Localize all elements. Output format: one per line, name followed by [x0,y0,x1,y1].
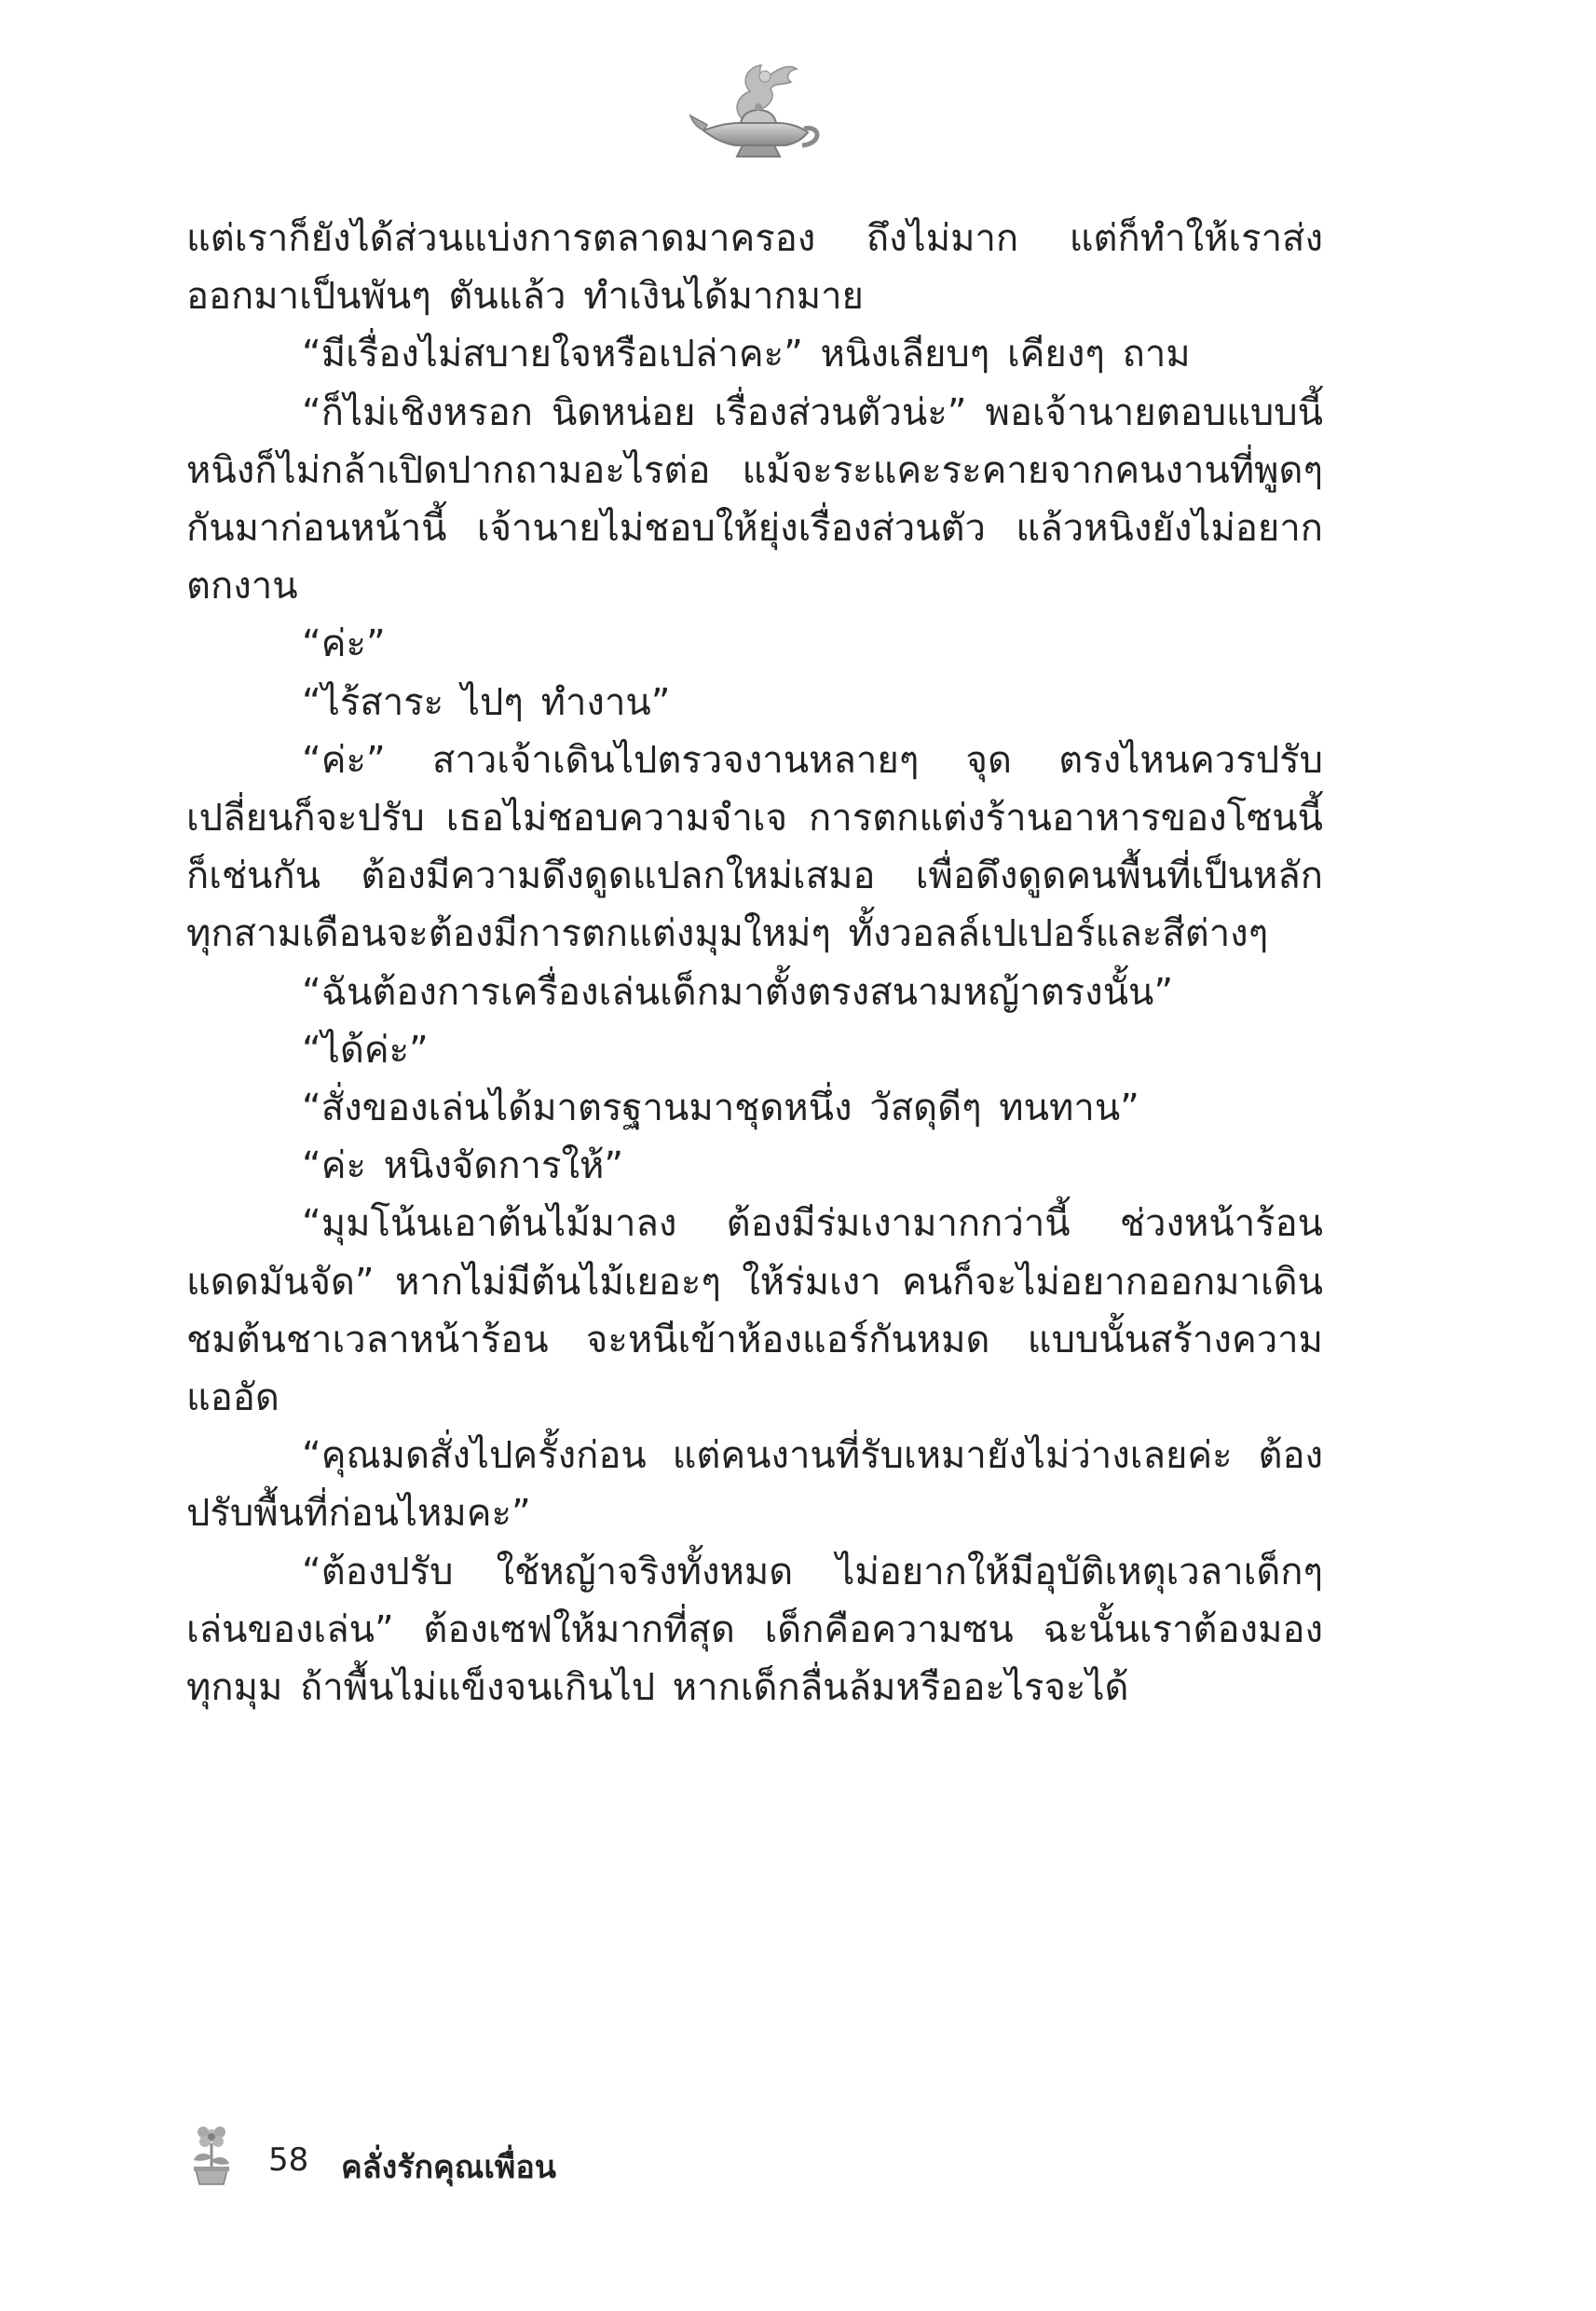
paragraph: “ได้ค่ะ” [302,1028,429,1072]
page-text [186,210,1323,1716]
flower-pot-icon [184,2123,239,2186]
paragraph: “ค่ะ หนิงจัดการให้” [302,1144,624,1188]
paragraph: “ฉันต้องการเครื่องเล่นเด็กมาตั้งตรงสนามหญ้าตรงนั้น” [302,970,1174,1014]
paragraph: “คุณมดสั่งไปครั้งก่อน แต่คนงานที่รับเหมายังไม่ว่างเลยค่ะ ต้องปรับพื้นที่ก่อนไหมคะ” [186,1434,1323,1536]
paragraph: “ไร้สาระ ไปๆ ทำงาน” [302,680,671,724]
page-number: 58 [268,2141,309,2179]
genie-lamp-icon [685,54,825,166]
paragraph: “ค่ะ” สาวเจ้าเดินไปตรวจงานหลายๆ จุด ตรงไหนควรปรับเปลี่ยนก็จะปรับ เธอไม่ชอบความจำเจ การตกแต่งร้านอาหารของโซนนี้ก็เช่นกัน ต้องมีความดึงดูดแปลกใหม่เสมอ เพื่อดึงดูดคนพื้นที่เป็นหลัก ทุกสามเดือนจะต้องมีการตกแต่งมุมใหม่ๆ ทั้งวอลล์เปเปอร์และสีต่างๆ [186,738,1323,956]
paragraph: “ก็ไม่เชิงหรอก นิดหน่อย เรื่องส่วนตัวน่ะ” พอเจ้านายตอบแบบนี้ หนิงก็ไม่กล้าเปิดปากถามอะไรต่อ แม้จะระแคะระคายจากคนงานที่พูดๆ กันมาก่อนหน้านี้ เจ้านายไม่ชอบให้ยุ่งเรื่องส่วนตัว แล้วหนิงยังไม่อยากตกงาน [186,390,1323,609]
paragraph: “มุมโน้นเอาต้นไม้มาลง ต้องมีร่มเงามากกว่านี้ ช่วงหน้าร้อนแดดมันจัด” หากไม่มีต้นไม้เยอะๆ ให้ร่มเงา คนก็จะไม่อยากออกมาเดินชมต้นชาเวลาหน้าร้อน จะหนีเข้าห้องแอร์กันหมด แบบนั้นสร้างความแออัด [186,1202,1323,1420]
paragraph: “ค่ะ” [302,622,386,666]
paragraph: “สั่งของเล่นได้มาตรฐานมาชุดหนึ่ง วัสดุดีๆ ทนทาน” [302,1087,1139,1130]
paragraph: แต่เราก็ยังได้ส่วนแบ่งการตลาดมาครอง ถึงไม่มาก แต่ก็ทำให้เราส่งออกมาเป็นพันๆ ตันแล้ว ทำเงินได้มากมาย [186,217,1323,319]
paragraph: “มีเรื่องไม่สบายใจหรือเปล่าคะ” หนิงเลียบๆ เคียงๆ ถาม [302,333,1191,376]
book-title: คลั่งรักคุณเพื่อน [341,2149,557,2186]
page-footer [184,2123,930,2197]
paragraph: “ต้องปรับ ใช้หญ้าจริงทั้งหมด ไม่อยากให้มีอุบัติเหตุเวลาเด็กๆ เล่นของเล่น” ต้องเซฟให้มากที่สุด เด็กคือความซน ฉะนั้นเราต้องมองทุกมุม ถ้าพื้นไม่แข็งจนเกินไป หากเด็กลื่นล้มหรืออะไรจะได้ [186,1550,1323,1710]
